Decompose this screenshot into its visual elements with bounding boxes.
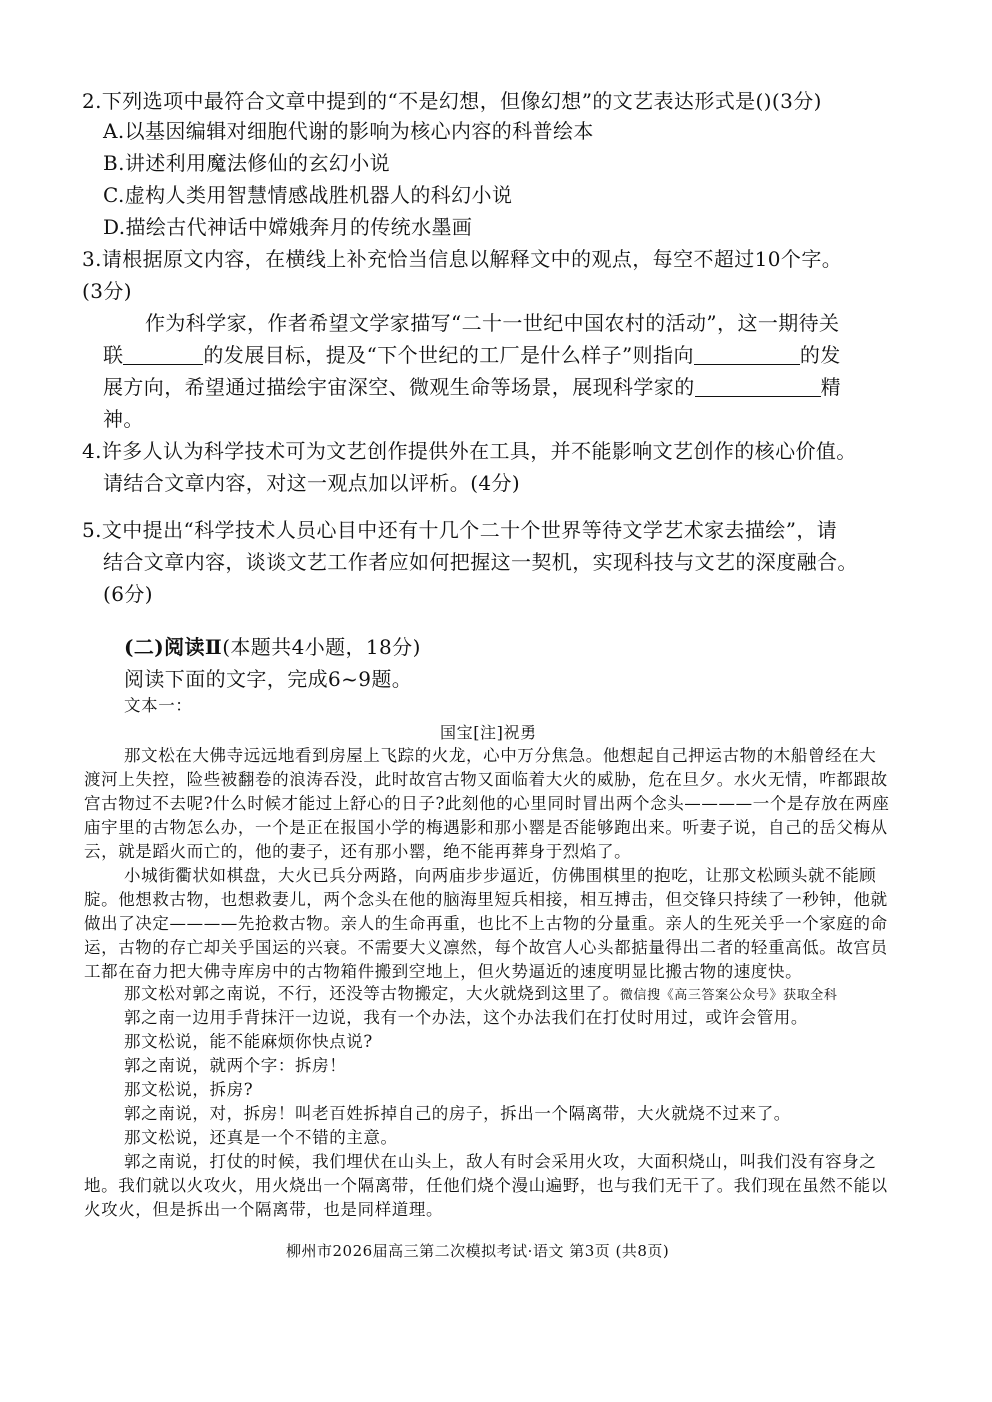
passage-line: 庙宇里的古物怎么办，一个是正在报国小学的梅遇影和那小罂是否能够跑出来。听妻子说，自己的岳父梅从 (84, 818, 888, 837)
passage-line-text: 那文松对郭之南说，不行，还没等古物搬定，大火就烧到这里了。 (124, 984, 620, 1003)
passage-line (124, 983, 838, 1007)
passage-line: 郭之南一边用手背抹汗一边说，我有一个办法，这个办法我们在打仗时用过，或许会管用。 (124, 1008, 808, 1027)
q3-points: (3分) (82, 279, 132, 303)
passage-line: 郭之南说，就两个字：拆房！ (124, 1056, 347, 1075)
q3-line2-end: 的发 (799, 343, 841, 367)
q5-line2: 结合文章内容，谈谈文艺工作者应如何把握这一契机，实现科技与文艺的深度融合。 (103, 550, 858, 574)
q2-option-a: A.以基因编辑对细胞代谢的影响为核心内容的科普绘本 (103, 119, 594, 143)
q3-line4: 神。 (103, 407, 144, 431)
page-footer: 柳州市2026届高三第二次模拟考试·语文 第3页 (共8页) (286, 1242, 670, 1260)
q2-option-c: C.虚构人类用智慧情感战胜机器人的科幻小说 (103, 183, 513, 207)
passage-line: 运，古物的存亡却关乎国运的兴衰。不需要大义凛然，每个故宫人心头都掂量得出二者的轻重高低。故宫员 (84, 938, 888, 957)
passage-line: 小城街衢状如棋盘，大火已兵分两路，向两庙步步逼近，仿佛围棋里的抱吃，让那文松顾头就不能顾 (124, 866, 877, 885)
q3-stem: 3.请根据原文内容，在横线上补充恰当信息以解释文中的观点，每空不超过10个字。 (82, 247, 843, 271)
passage-line: 郭之南说，打仗的时候，我们埋伏在山头上，敌人有时会采用火攻，大面积烧山，叫我们没有容身之 (124, 1152, 877, 1171)
q2-stem: 2.下列选项中最符合文章中提到的“不是幻想，但像幻想”的文艺表达形式是()(3分) (82, 89, 822, 113)
passage-line: 那文松在大佛寺远远地看到房屋上飞踪的火龙，心中万分焦急。他想起自己押运古物的木船曾经在大 (124, 746, 877, 765)
q3-line3-start: 展方向，希望通过描绘宇宙深空、微观生命等场景，展现科学家的 (103, 375, 695, 399)
passage-line: 那文松说，能不能麻烦你快点说? (124, 1032, 373, 1051)
passage-line: 腚。他想救古物，也想救妻儿，两个念头在他的脑海里短兵相接，相互搏击，但交锋只持续了一秒钟，他就 (84, 890, 888, 909)
q4-line2: 请结合文章内容，对这一观点加以评析。(4分) (103, 471, 521, 495)
passage-line: 郭之南说，对，拆房！叫老百姓拆掉自己的房子，拆出一个隔离带，大火就烧不过来了。 (124, 1104, 791, 1123)
q3-line2-middle: 的发展目标，提及“下个世纪的工厂是什么样子”则指向 (203, 343, 694, 367)
passage-line: 工都在奋力把大佛寺库房中的古物箱件搬到空地上，但火势逼近的速度明显比搬古物的速度快。 (84, 962, 803, 981)
q5-line3: (6分) (103, 582, 153, 606)
q3-line1: 作为科学家，作者希望文学家描写“二十一世纪中国农村的活动”，这一期待关 (145, 311, 840, 335)
q3-line3-end: 精 (820, 375, 842, 399)
passage-line: 云，就是蹈火而亡的，他的妻子，还有那小罂，绝不能再葬身于烈焰了。 (84, 842, 632, 861)
section-heading-note: (本题共4小题，18分) (222, 635, 421, 659)
blank-2[interactable] (694, 346, 800, 365)
text-label: 文本一： (124, 696, 193, 715)
passage-line: 火攻火，但是拆出一个隔离带，也是同样道理。 (84, 1200, 444, 1219)
passage-line: 渡河上失控，险些被翻卷的浪涛吞没，此时故宫古物又面临着大火的威胁，危在旦夕。水火无情，咋都跟故 (84, 770, 888, 789)
q2-option-b: B.讲述利用魔法修仙的玄幻小说 (103, 151, 391, 175)
passage-line: 那文松说，拆房? (124, 1080, 254, 1099)
q3-line3 (103, 374, 841, 400)
q3-line2-start: 联 (103, 343, 124, 367)
blank-1[interactable] (123, 346, 203, 365)
passage-line: 做出了决定————先抢救古物。亲人的生命再重，也比不上古物的分量重。亲人的生死关乎一个家庭的命 (84, 914, 888, 933)
passage-line: 宫古物过不去呢?什么时候才能过上舒心的日子?此刻他的心里同时冒出两个念头————一个是存放在两座 (84, 794, 890, 813)
q2-option-d: D.描绘古代神话中嫦娥奔月的传统水墨画 (103, 215, 473, 239)
section-instruction: 阅读下面的文字，完成6~9题。 (124, 667, 413, 691)
q3-line2 (103, 342, 841, 368)
passage-line: 地。我们就以火攻火，用火烧出一个隔离带，任他们烧个漫山遍野，也与我们无干了。我们现在虽然不能以 (84, 1176, 888, 1195)
passage-title: 国宝[注]祝勇 (440, 723, 537, 742)
q4-line1: 4.许多人认为科学技术可为文艺创作提供外在工具，并不能影响文艺创作的核心价值。 (82, 439, 857, 463)
blank-3[interactable] (695, 378, 821, 397)
watermark-text: 微信搜《高三答案公众号》获取全科 (619, 988, 838, 1003)
passage-line: 那文松说，还真是一个不错的主意。 (124, 1128, 398, 1147)
q5-line1: 5.文中提出“科学技术人员心目中还有十几个二十个世界等待文学艺术家去描绘”，请 (82, 518, 838, 542)
section-heading-label: (二)阅读Ⅱ (124, 635, 223, 659)
section-heading (124, 634, 421, 660)
